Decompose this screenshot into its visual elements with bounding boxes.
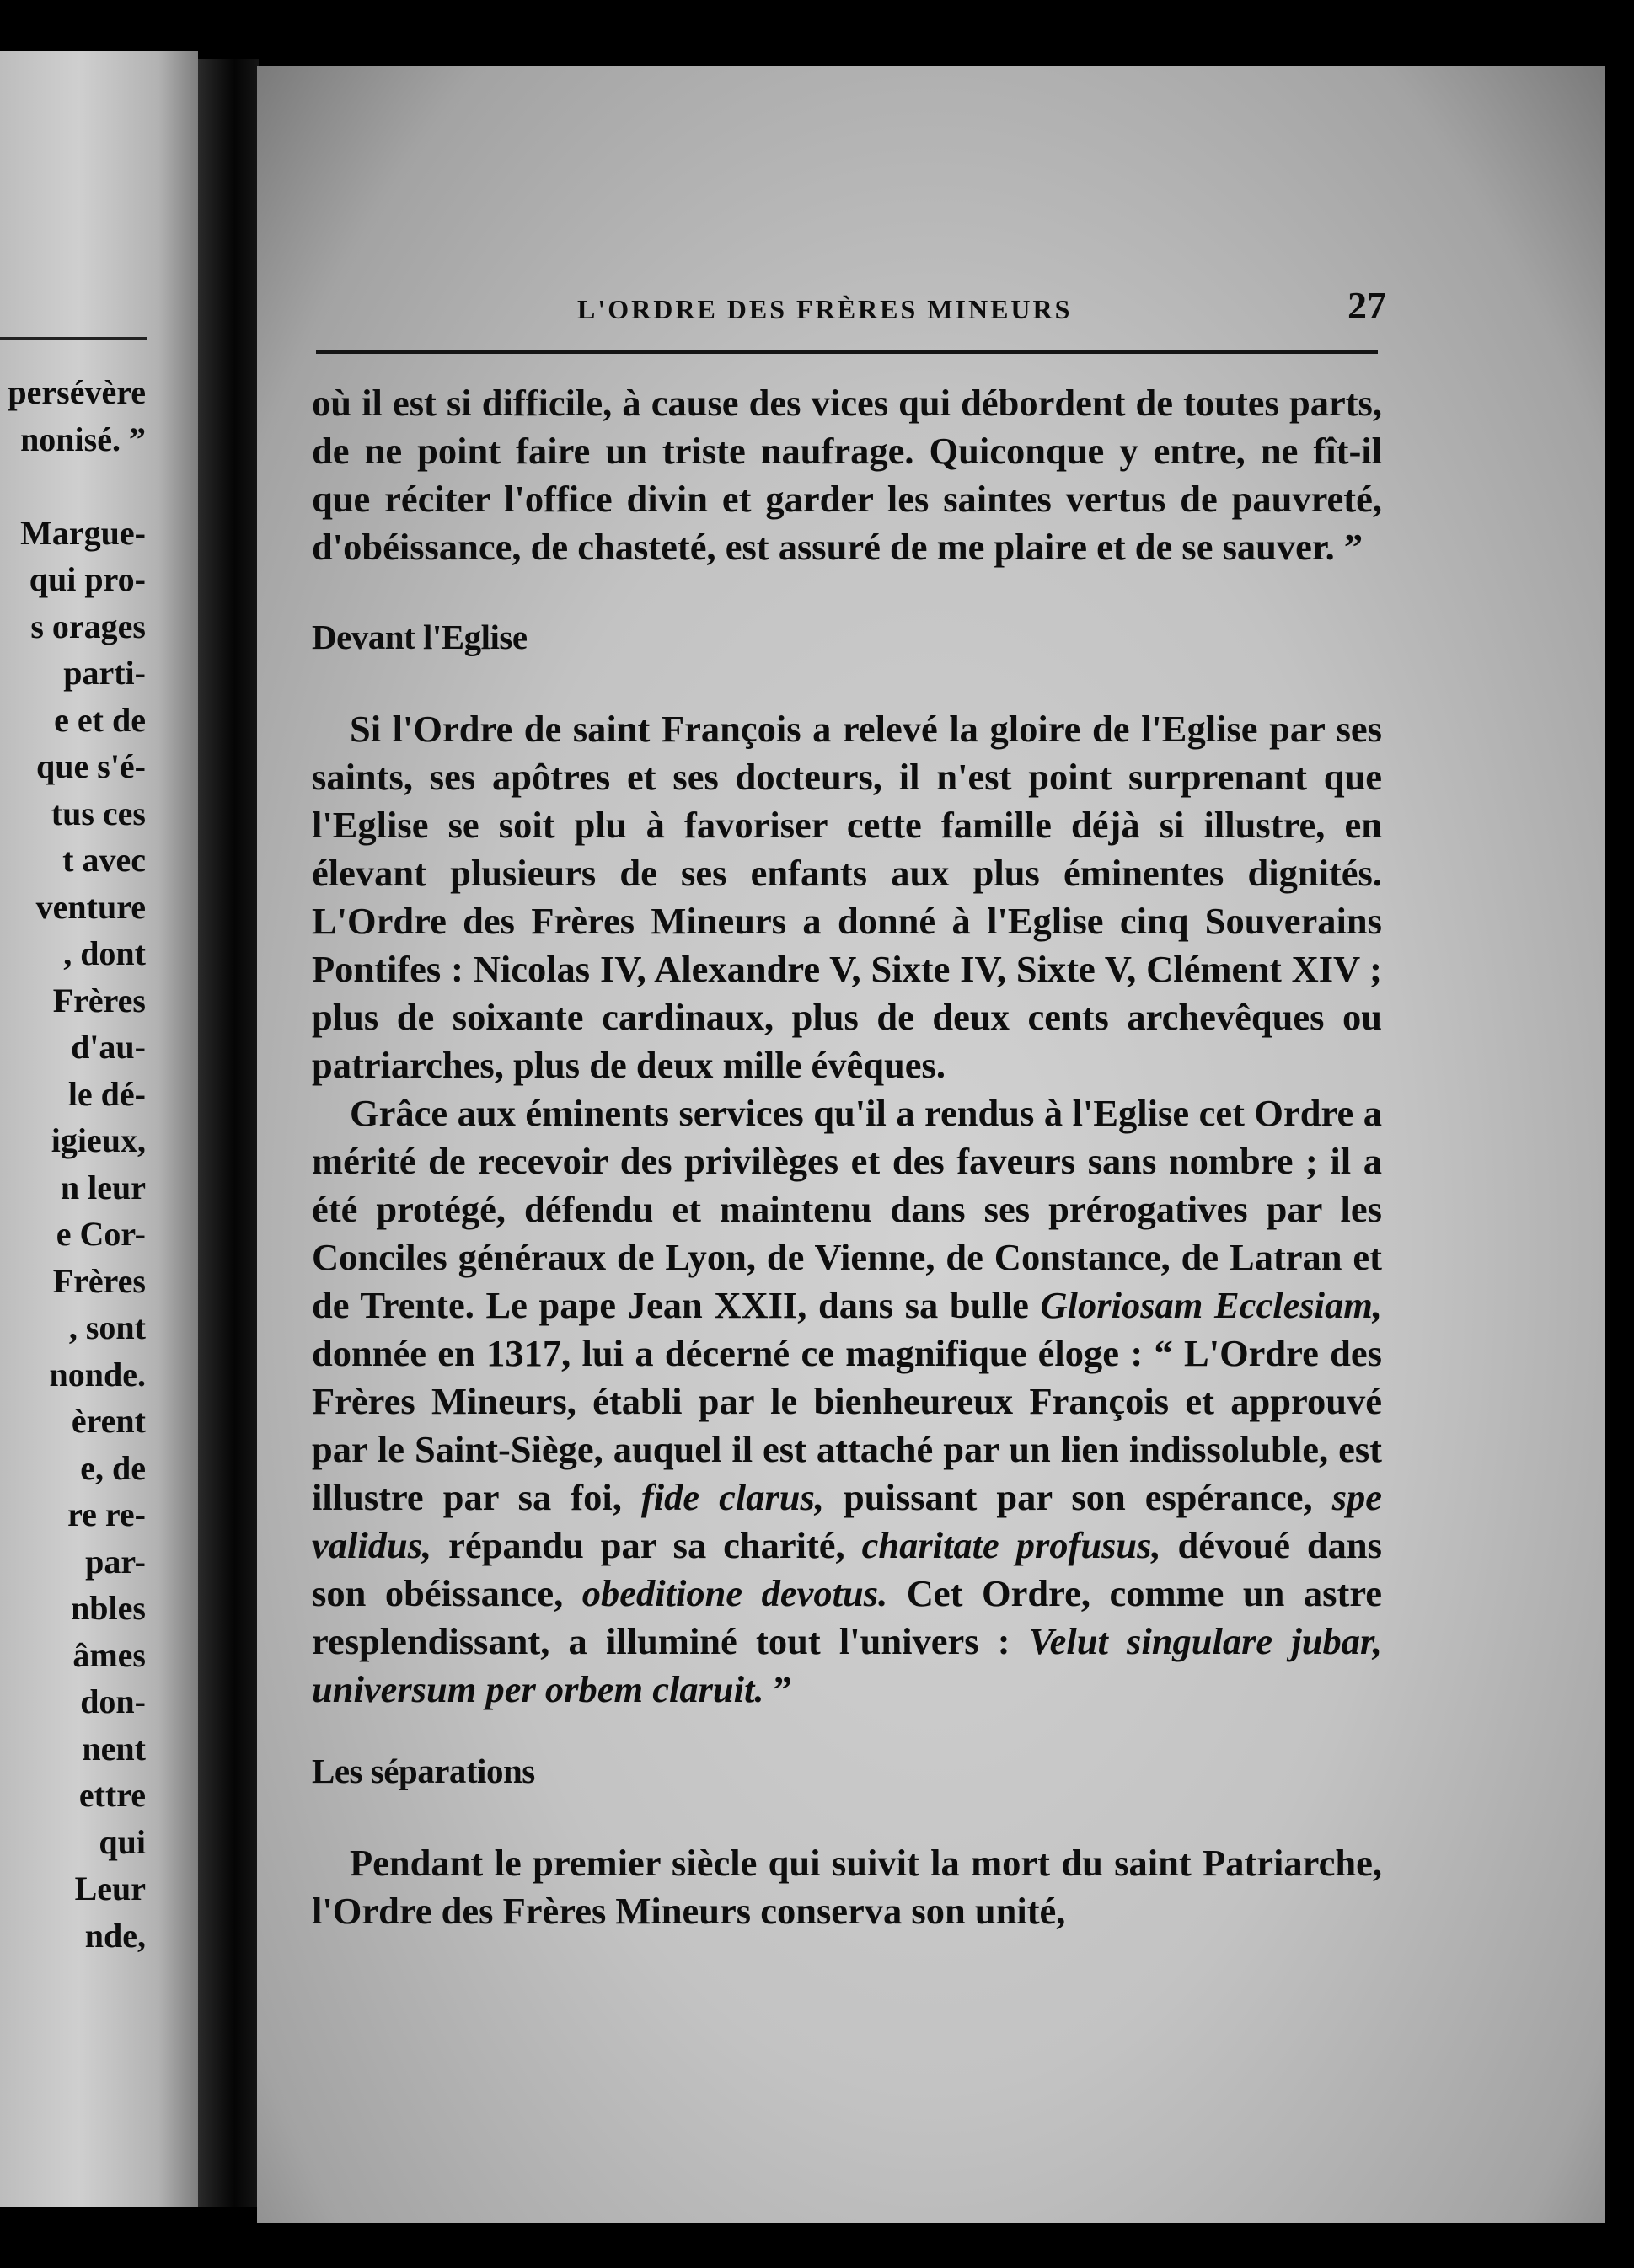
adjacent-page-line: e, de — [80, 1448, 146, 1487]
header-rule — [316, 350, 1378, 354]
adjacent-page-line: qui — [99, 1822, 146, 1861]
adjacent-page-line: âmes — [72, 1635, 146, 1674]
adjacent-page-line: , sont — [68, 1308, 146, 1346]
adjacent-page-line: d'au- — [71, 1028, 146, 1066]
adjacent-page-line: Margue- — [20, 513, 146, 552]
adjacent-page-line: , dont — [63, 934, 146, 972]
page-number: 27 — [1347, 284, 1386, 327]
intro-paragraph: où il est si difficile, à cause des vices qui débordent de toutes parts, de ne point faire un triste naufrage. Quiconque y entre, ne fît-il que réciter l'office divin et garder les saintes vertus de pauvreté, d'obéissance, de chasteté, est assuré de me plaire et de se sauver. ” — [312, 382, 1382, 568]
adjacent-page-line: ettre — [78, 1776, 146, 1814]
adjacent-page-line: parti- — [63, 654, 146, 692]
adjacent-page-line: èrent — [71, 1402, 146, 1440]
adjacent-page-line: igieux, — [51, 1121, 146, 1159]
adjacent-page-line: Frères — [52, 981, 146, 1019]
running-head — [577, 283, 1386, 328]
section-heading-devant-eglise: Devant l'Eglise — [312, 618, 528, 656]
page-body — [312, 379, 1382, 1935]
adjacent-page-line: re re- — [67, 1495, 146, 1533]
running-title: L'ORDRE DES FRÈRES MINEURS — [577, 294, 1073, 324]
adjacent-page-line: venture — [35, 887, 146, 926]
adjacent-page-line: nonde. — [49, 1355, 146, 1393]
adjacent-page-line: tus ces — [51, 794, 146, 832]
paragraph-separations: Pendant le premier siècle qui suivit la mort du saint Patriarche, l'Ordre des Frères Mineurs conserva son unité, — [312, 1842, 1382, 1932]
book-page — [257, 66, 1605, 2223]
adjacent-page-line: e Cor- — [56, 1215, 146, 1253]
adjacent-page-line — [8, 463, 146, 510]
adjacent-page-line: Leur — [74, 1869, 146, 1907]
adjacent-page-line: qui pro- — [29, 560, 146, 598]
adjacent-page-line: nbles — [71, 1589, 146, 1627]
adjacent-page — [0, 51, 198, 2207]
paragraph-pontifes: Si l'Ordre de saint François a relevé la gloire de l'Eglise par ses saints, ses apôtres et ses docteurs, il n'est point surprenant que l'Eglise se soit plu à favoriser cette famille déjà si illustre, en élevant plusieurs de ses enfants aux plus éminentes dignités. L'Ordre des Frères Mineurs a donné à l'Eglise cinq Souverains Pontifes : Nicolas IV, Alexandre V, Sixte IV, Sixte V, Clément XIV ; plus de soixante cardinaux, plus de deux cents archevêques ou patriarches, plus de deux mille évêques. — [312, 708, 1382, 1086]
adjacent-page-line: persévère — [8, 373, 146, 411]
adjacent-page-line: t avec — [62, 841, 146, 879]
paragraph-privileges: Grâce aux éminents services qu'il a rendus à l'Eglise cet Ordre a mérité de recevoir des privilèges et des faveurs sans nombre ; il a été protégé, défendu et maintenu dans ses prérogatives par les Conciles généraux de Lyon, de Vienne, de Constance, de Latran et de Trente. Le pape Jean XXII, dans sa bulle Gloriosam Ecclesiam, donnée en 1317, lui a décerné ce magnifique éloge : “ L'Ordre des Frères Mineurs, établi par le bienheureux François et approuvé par le Saint-Siège, auquel il est attaché par un lien indissoluble, est illustre par sa foi, fide clarus, puissant par son espérance, spe validus, répandu par sa charité, charitate profusus, dévoué dans son obéissance, obeditione devotus. Cet Ordre, comme un astre resplendissant, a illuminé tout l'univers : Velut singulare jubar, universum per orbem claruit. ” — [312, 1092, 1383, 1710]
adjacent-page-line: Frères — [52, 1261, 146, 1300]
adjacent-page-line: don- — [80, 1682, 146, 1720]
adjacent-page-line: le dé- — [67, 1074, 146, 1113]
adjacent-page-line: s orages — [30, 607, 146, 645]
section-heading-separations: Les séparations — [312, 1752, 535, 1790]
book-gutter — [198, 59, 259, 2207]
adjacent-page-line: n leur — [60, 1168, 146, 1206]
adjacent-page-rule — [0, 337, 147, 340]
adjacent-page-line: que s'é- — [36, 747, 146, 785]
adjacent-page-text — [8, 369, 146, 1959]
adjacent-page-line: par- — [85, 1542, 146, 1581]
adjacent-page-line: nent — [82, 1729, 146, 1768]
adjacent-page-line: e et de — [54, 700, 146, 739]
adjacent-page-line: nde, — [84, 1916, 146, 1955]
adjacent-page-line: nonisé. ” — [20, 420, 146, 458]
